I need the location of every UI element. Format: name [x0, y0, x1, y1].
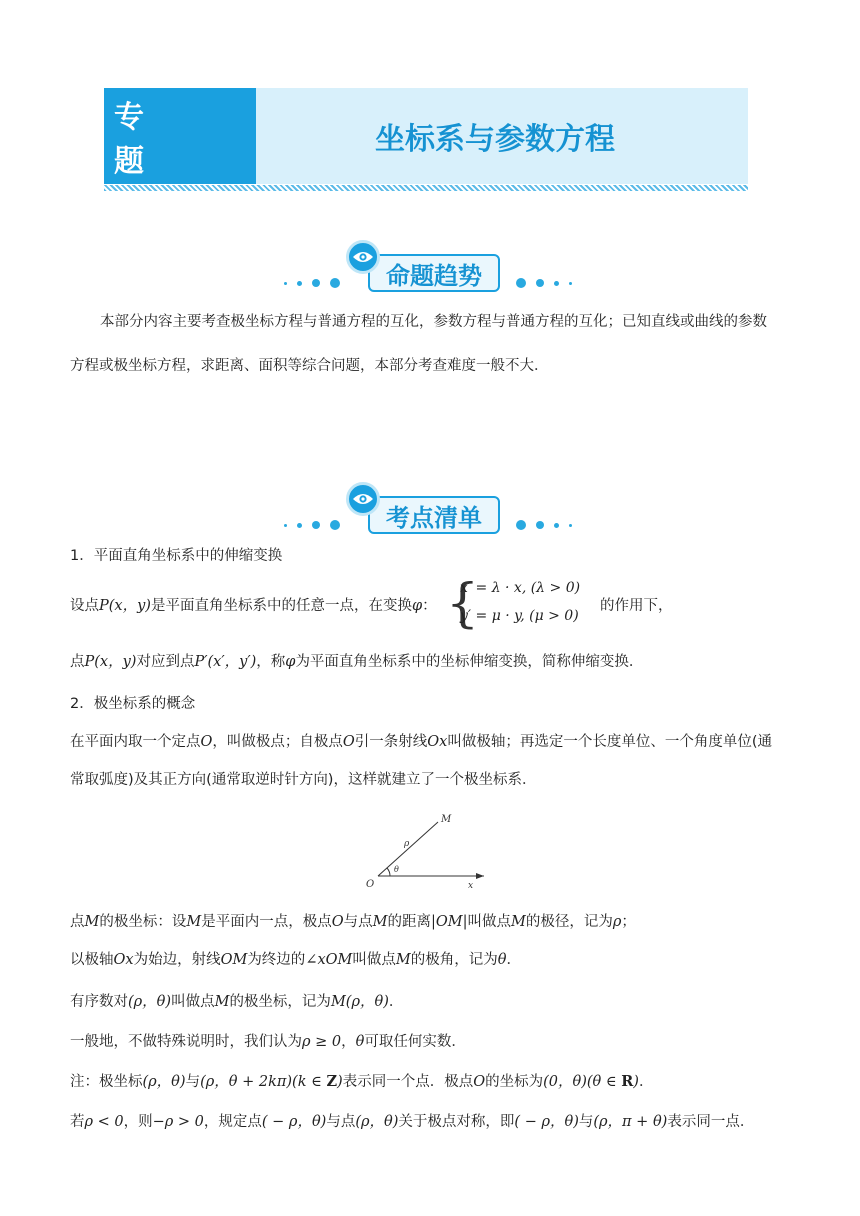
banner-hatch-divider: [104, 185, 748, 191]
section-header-checklist: [0, 482, 860, 540]
label-rho: ρ: [404, 839, 410, 849]
section-title: 考点清单: [368, 496, 500, 534]
decor-dots-right: [516, 277, 572, 289]
equation-row-x: x′ = λ · x, (λ > 0): [460, 580, 581, 596]
scaling-equation-system: { x′ = λ · x, (λ > 0) y′ = μ · y, (μ > 0): [446, 574, 581, 634]
heading-polar-concept: 2．极坐标系的概念: [70, 696, 196, 712]
scaling-def-line-1-end: 的作用下，: [600, 598, 673, 614]
polar-def-line-2: 常取弧度)及其正方向(通常取逆时针方向)，这样就建立了一个极坐标系．: [70, 772, 537, 788]
scaling-def-line-1: 设点P(x，y)是平面直角坐标系中的任意一点，在变换φ：: [70, 598, 437, 614]
label-O: O: [366, 879, 375, 890]
polar-coordinate-def: 点M的极坐标：设M是平面内一点，极点O与点M的距离|OM|叫做点M的极径，记为ρ；: [70, 914, 636, 930]
label-x: x: [468, 881, 474, 891]
section-title: 命题趋势: [368, 254, 500, 292]
heading-scaling-transform: 1．平面直角坐标系中的伸缩变换: [70, 548, 283, 564]
polar-angle-def: 以极轴Ox为始边，射线OM为终边的∠xOM叫做点M的极角，记为θ．: [70, 952, 521, 968]
label-theta: θ: [394, 865, 399, 874]
negative-rho-rule: 若ρ < 0，则−ρ > 0，规定点( − ρ，θ)与点(ρ，θ)关于极点对称，即( − ρ，θ)与(ρ，π + θ)表示同一点．: [70, 1114, 755, 1130]
banner-title: 坐标系与参数方程: [256, 88, 748, 184]
section-header-trend: [0, 240, 860, 298]
polar-note: 注：极坐标(ρ，θ)与(ρ，θ + 2kπ)(k ∈ Z)表示同一个点．极点O的坐标为(0，θ)(θ ∈ R)．: [70, 1073, 654, 1090]
decor-dots-right: [516, 519, 572, 531]
polar-def-line-1: 在平面内取一个定点O，叫做极点；自极点O引一条射线Ox叫做极轴；再选定一个长度单位、一个角度单位(通: [70, 734, 773, 750]
polar-convention: 一般地，不做特殊说明时，我们认为ρ ≥ 0，θ可取任何实数．: [70, 1034, 466, 1050]
label-M: M: [441, 814, 452, 825]
eye-icon: [346, 240, 380, 274]
polar-pair-def: 有序数对(ρ，θ)叫做点M的极坐标，记为M(ρ，θ)．: [70, 994, 404, 1010]
polar-coordinate-figure: [360, 808, 500, 896]
equation-row-y: y′ = μ · y, (μ > 0): [460, 608, 579, 624]
title-banner: [104, 88, 748, 192]
banner-topic-label: 专 题: [104, 88, 256, 184]
trend-line-1: 本部分内容主要考查极坐标方程与普通方程的互化，参数方程与普通方程的互化；已知直线或曲线的参数: [100, 314, 767, 330]
scaling-def-line-2: 点P(x，y)对应到点P′(x′，y′)，称φ为平面直角坐标系中的坐标伸缩变换，简称伸缩变换．: [70, 654, 644, 670]
decor-dots-left: [284, 277, 340, 289]
decor-dots-left: [284, 519, 340, 531]
trend-line-2: 方程或极坐标方程，求距离、面积等综合问题，本部分考查难度一般不大．: [70, 358, 549, 374]
eye-icon: [346, 482, 380, 516]
